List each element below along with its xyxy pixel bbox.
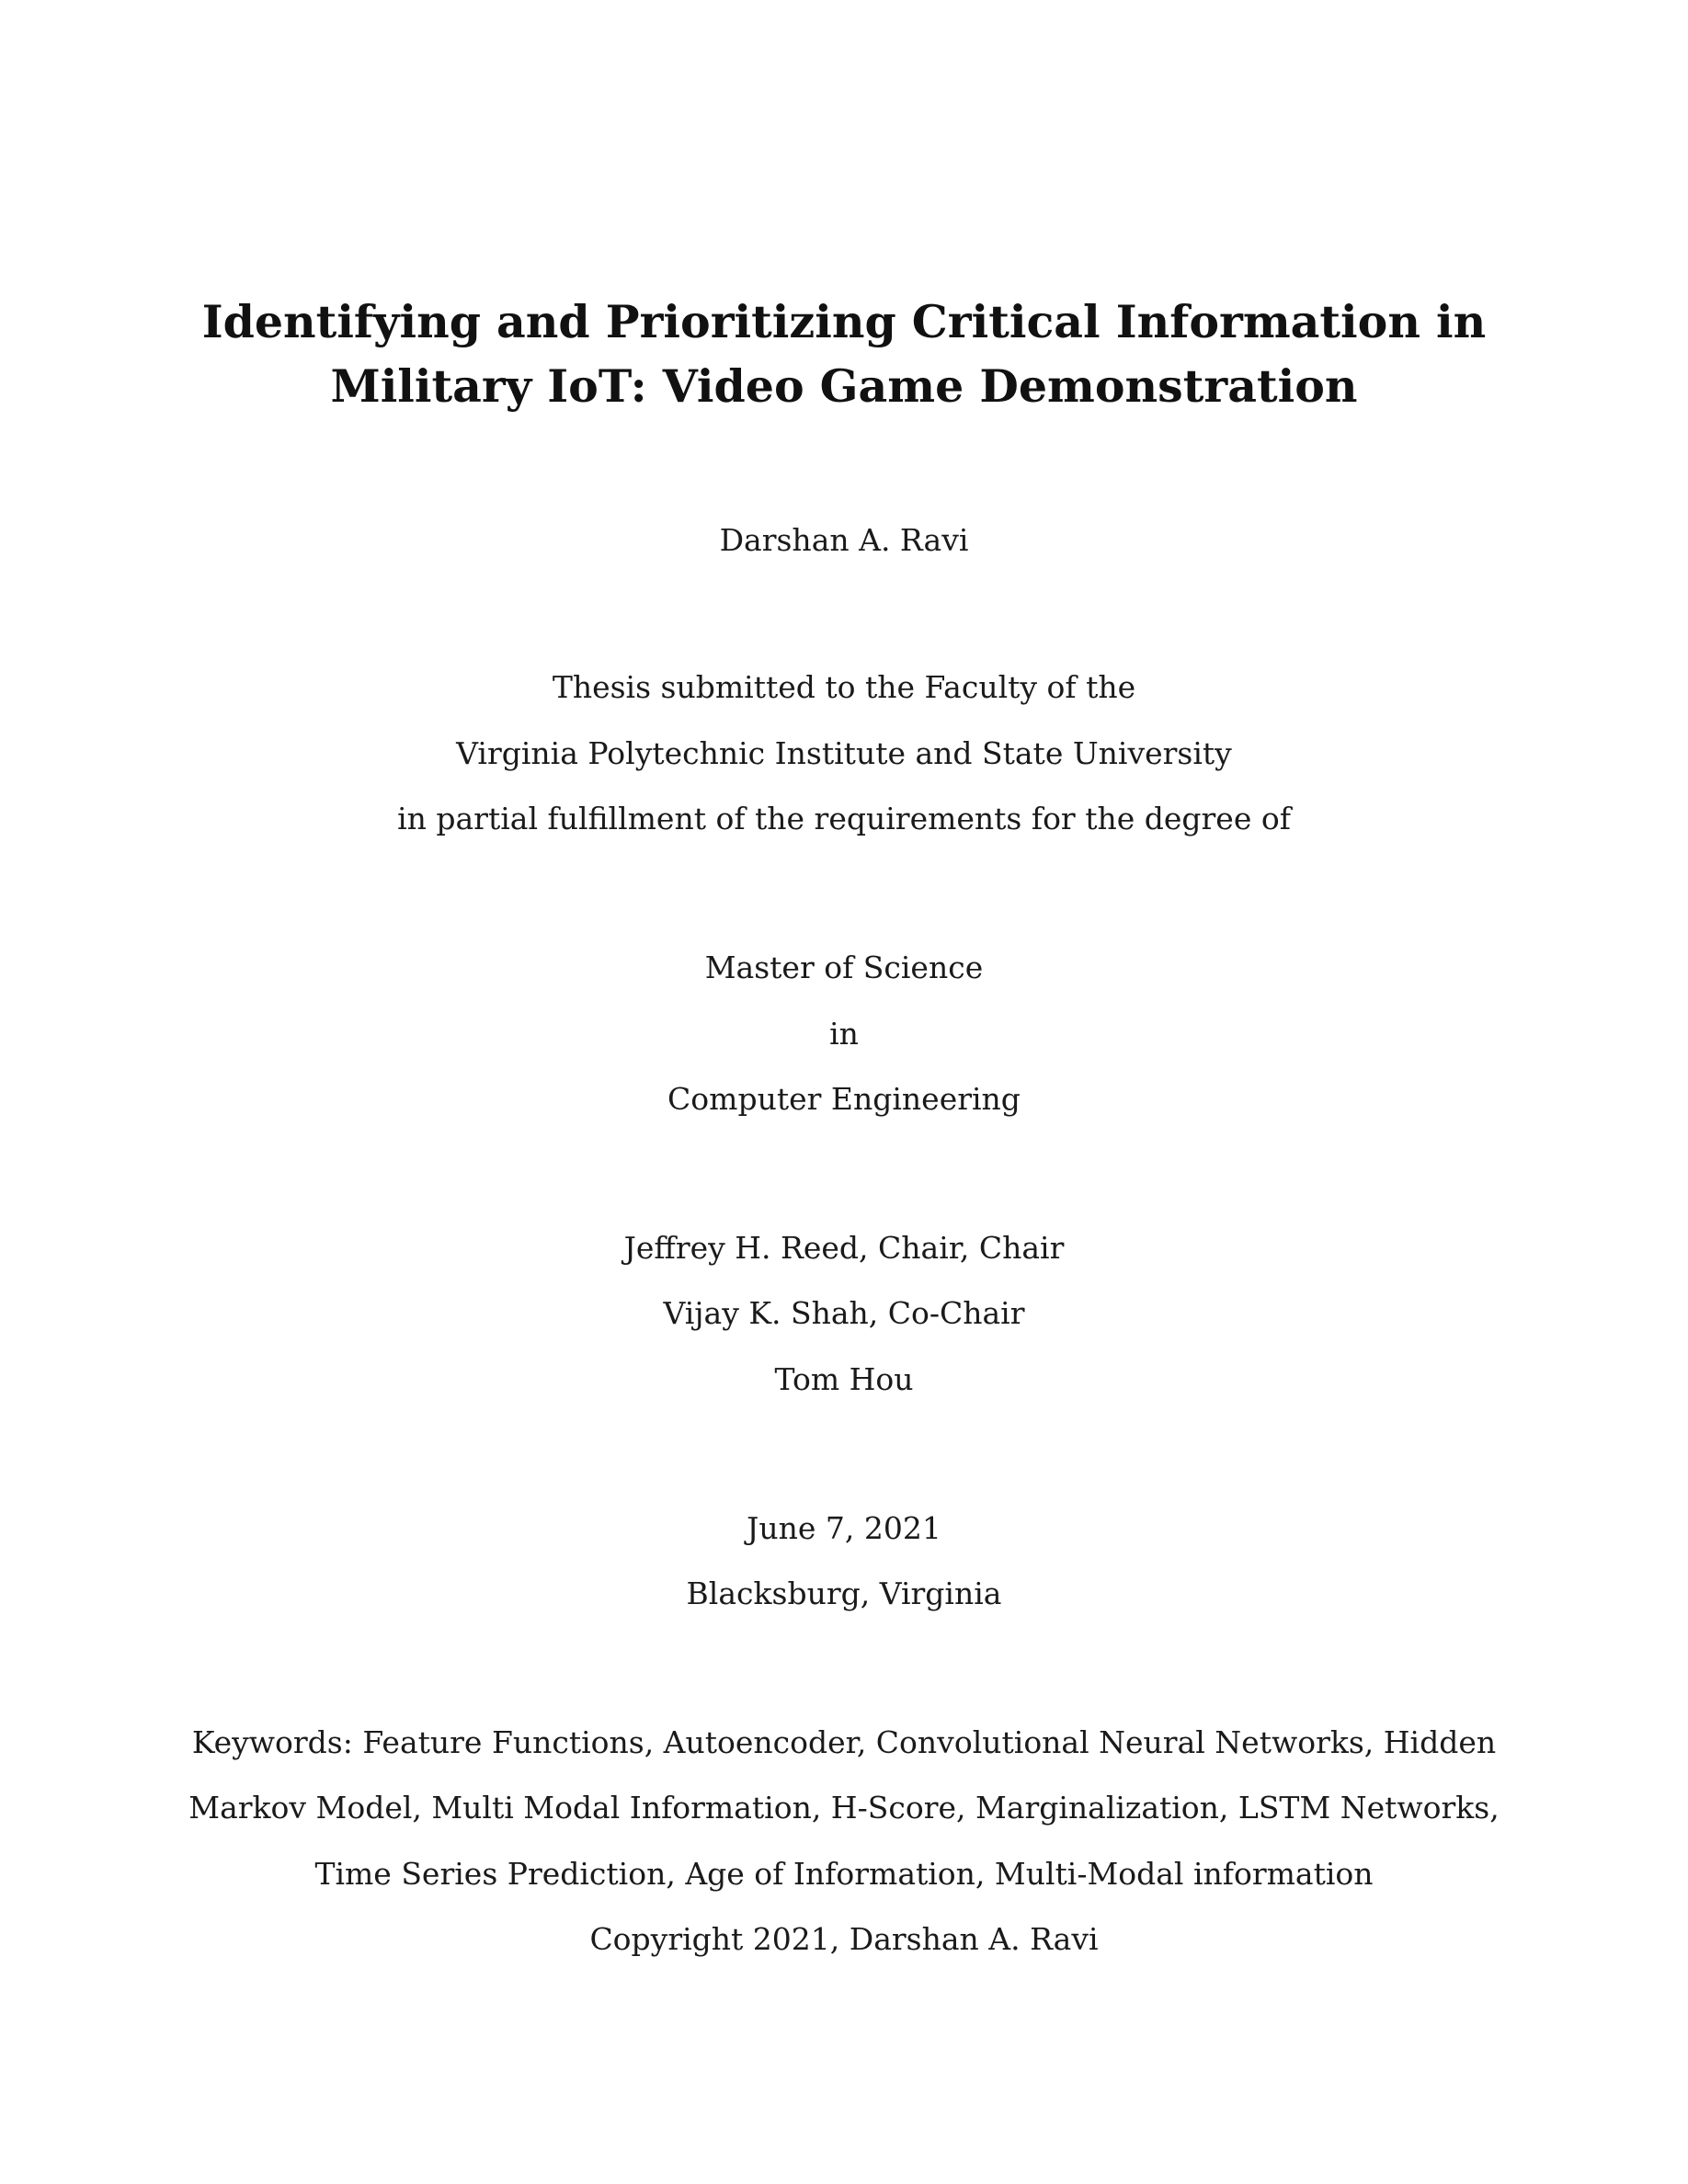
author-name: Darshan A. Ravi: [719, 522, 969, 558]
thesis-title-line-1: Identifying and Prioritizing Critical Information in: [201, 295, 1487, 348]
keywords-line-3: Time Series Prediction, Age of Information, Multi-Modal information: [314, 1856, 1374, 1892]
degree-field: Computer Engineering: [667, 1081, 1021, 1117]
thesis-title-line-2: Military IoT: Video Game Demonstration: [330, 359, 1358, 413]
defense-date: June 7, 2021: [747, 1510, 941, 1546]
submission-line-2: Virginia Polytechnic Institute and State University: [456, 735, 1232, 771]
copyright-notice: Copyright 2021, Darshan A. Ravi: [589, 1921, 1099, 1957]
submission-line-1: Thesis submitted to the Faculty of the: [552, 669, 1136, 705]
committee-member-chair: Jeffrey H. Reed, Chair, Chair: [623, 1230, 1065, 1266]
degree-name: Master of Science: [704, 950, 984, 985]
submission-line-3: in partial fulfillment of the requirements for the degree of: [397, 801, 1291, 836]
keywords-line-2: Markov Model, Multi Modal Information, H-Score, Marginalization, LSTM Networks,: [188, 1790, 1500, 1826]
committee-member-co-chair: Vijay K. Shah, Co-Chair: [663, 1295, 1025, 1331]
degree-connector: in: [829, 1016, 859, 1052]
committee-member: Tom Hou: [774, 1361, 914, 1397]
keywords-line-1: Keywords: Feature Functions, Autoencoder, Convolutional Neural Networks, Hidden: [191, 1724, 1497, 1760]
location: Blacksburg, Virginia: [686, 1575, 1002, 1611]
